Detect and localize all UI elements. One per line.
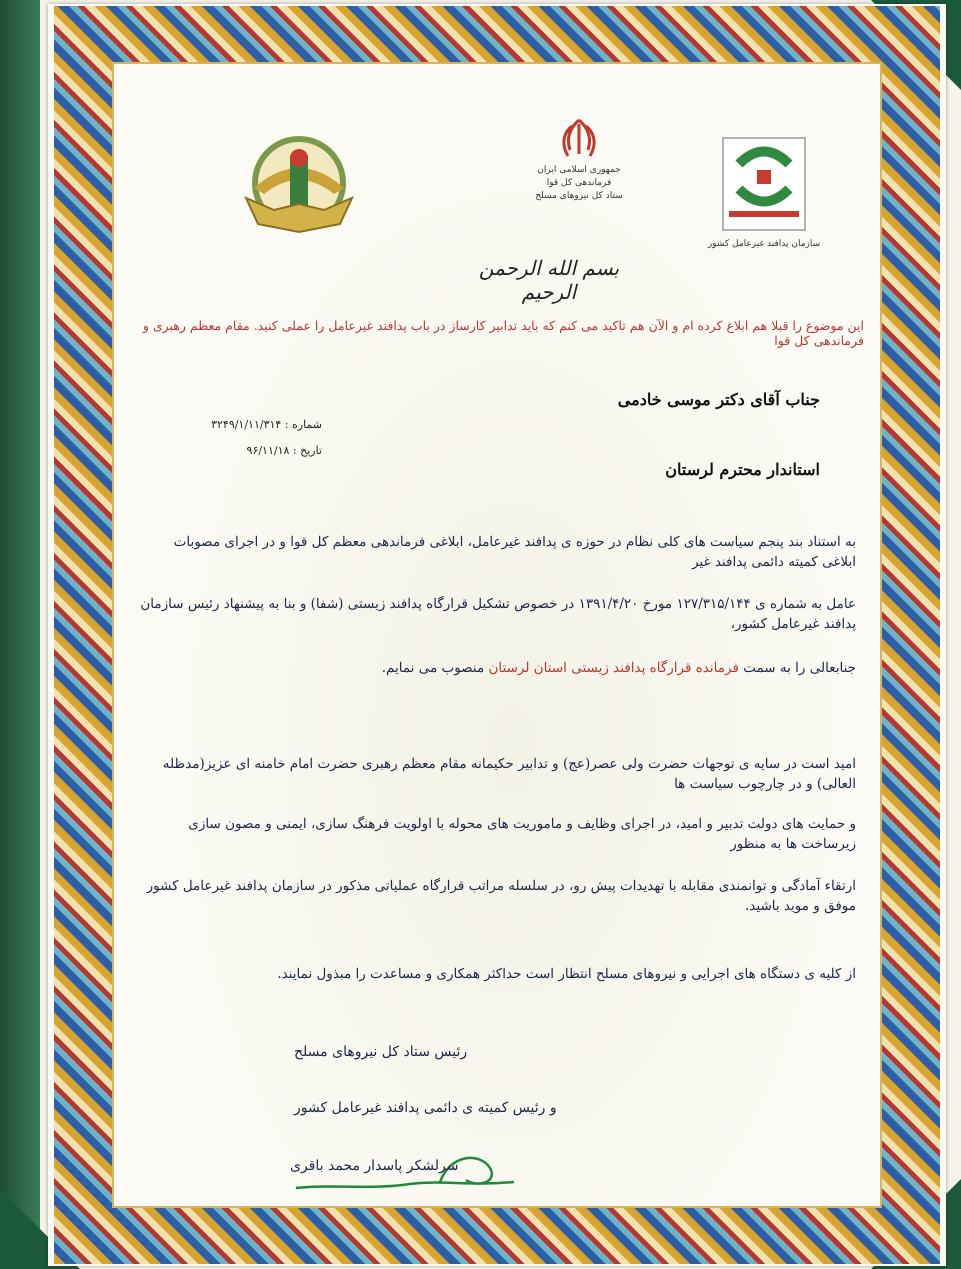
signatory-name: سرلشکر پاسدار محمد باقری xyxy=(290,1158,459,1174)
iran-emblem-block xyxy=(524,116,634,266)
body-paragraph-2-line-3: ارتقاء آمادگی و توانمندی مقابله با تهدیدات پیش رو، در سلسله مراتب قرارگاه عملیاتی مذکور در سازمان پدافند غیرعامل کشور موفق و موید باشید. xyxy=(146,878,856,914)
recipient-title: استاندار محترم لرستان xyxy=(665,460,820,479)
body-paragraph-2-line-1: امید است در سایه ی توجهات حضرت ولی عصر(عج) و تدابیر حکیمانه مقام معظم رهبری حضرت امام خامنه ای عزیز(مدظله العالی) و در چارچوب سیاست ها xyxy=(162,756,856,792)
body-paragraph-2-line-2: و حمایت های دولت تدبیر و امید، در اجرای وظایف و ماموریت های محوله با اولویت فرهنگ سازی، ایمنی و مصون سازی زیرساخت ها به منظور xyxy=(188,816,856,852)
appointment-prefix: جنابعالی را به سمت xyxy=(743,660,856,676)
body-paragraph-1-line-3 xyxy=(136,658,856,678)
signatory-title-2: و رئیس کمیته ی دائمی پدافند غیرعامل کشور xyxy=(294,1100,557,1116)
right-caption: سازمان پدافند غیرعامل کشور xyxy=(707,239,821,249)
certificate xyxy=(48,4,946,1266)
folder-cover-left xyxy=(0,0,40,1269)
passive-defense-logo-icon xyxy=(719,134,809,234)
appointment-suffix: منصوب می نمایم. xyxy=(381,660,485,676)
signatory-title-1: رئیس ستاد کل نیروهای مسلح xyxy=(294,1044,468,1060)
handwritten-signature-icon xyxy=(290,1144,520,1204)
body-paragraph-1-line-2: عامل به شماره ی ۱۲۷/۳۱۵/۱۴۴ مورخ ۱۳۹۱/۴/۲۰ در خصوص تشکیل قرارگاه پدافند زیستی (شفا) و بنا به پیشنهاد رئیس سازمان پدافند غیرعامل کشور، xyxy=(140,596,856,632)
iran-emblem-icon xyxy=(554,116,604,160)
leader-quote: این موضوع را قبلا هم ابلاغ کرده ام و الآن هم تاکید می کنم که باید تدابیر کارساز در باب پدافند غیرعامل را عملی کنید. مقام معظم رهبری و فرماندهی کل قوا xyxy=(142,318,864,348)
center-line-1: جمهوری اسلامی ایران xyxy=(537,165,621,175)
letter-number: شماره : ۳۲۴۹/۱/۱۱/۳۱۴ xyxy=(211,418,322,431)
certificate-body xyxy=(112,62,882,1208)
passive-defense-logo-block xyxy=(704,134,824,264)
center-line-3: ستاد کل نیروهای مسلح xyxy=(535,191,623,201)
body-paragraph-3: از کلیه ی دستگاه های اجرایی و نیروهای مسلح انتظار است حداکثر همکاری و مساعدت را مبذول نمایند. xyxy=(277,966,856,982)
salutation: جناب آقای دکتر موسی خادمی xyxy=(617,390,820,409)
body-paragraph-1-line-1: به استناد بند پنجم سیاست های کلی نظام در حوزه ی پدافند غیرعامل، ابلاغی فرماندهی معظم کل قوا و در اجرای مصوبات ابلاغی کمیته دائمی پدافند غیر xyxy=(173,534,856,570)
appointment-position: فرمانده قرارگاه پدافند زیستی استان لرستان xyxy=(488,660,739,676)
armed-forces-emblem-icon xyxy=(234,128,364,248)
letter-date: تاریخ : ۹۶/۱۱/۱۸ xyxy=(246,444,322,457)
bismillah-heading: بسم الله الرحمن الرحیم xyxy=(478,256,620,304)
center-line-2: فرماندهی کل قوا xyxy=(546,178,612,188)
